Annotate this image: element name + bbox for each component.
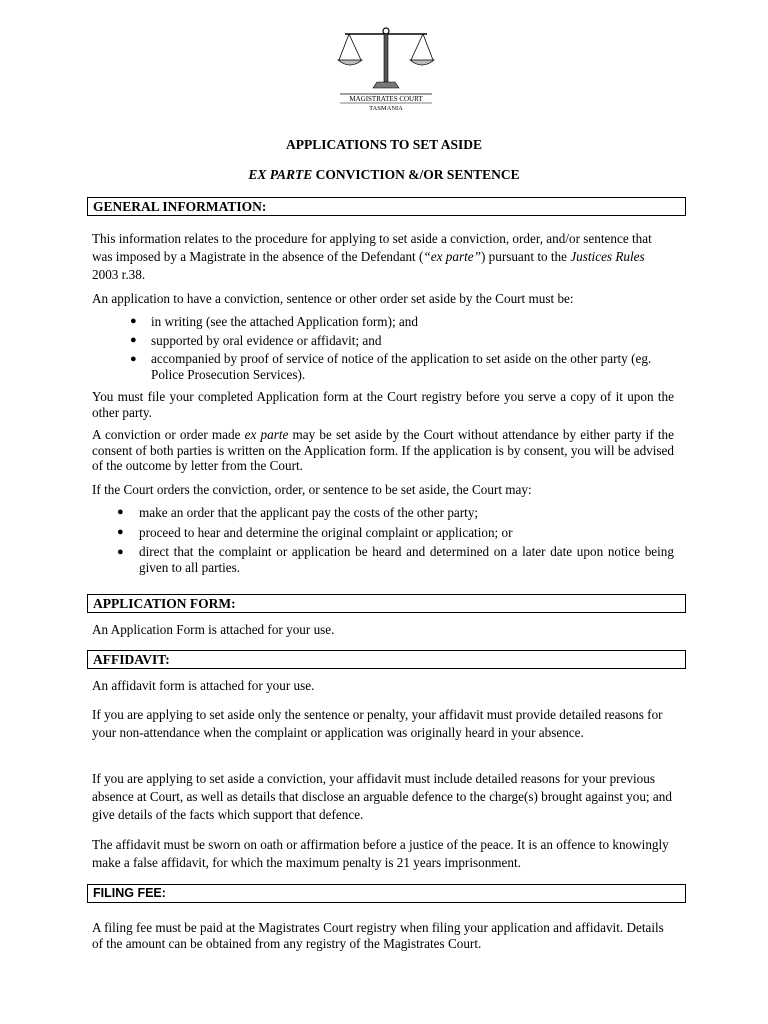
- list-item: ● accompanied by proof of service of notice of the application to set aside on the other party (eg. Police Prosecution Services).: [130, 351, 652, 382]
- general-court-may: If the Court orders the conviction, order, or sentence to be set aside, the Court may:: [92, 482, 532, 497]
- subtitle-ex-parte: EX PARTE: [248, 167, 313, 182]
- logo-line2: TASMANIA: [369, 105, 403, 112]
- subtitle-rest: CONVICTION &/OR SENTENCE: [312, 167, 520, 182]
- affidavit-p3: If you are applying to set aside a conviction, your affidavit must include detailed reasons for your previous absence at Court, as well as details that disclose an arguable defence to the charge(s) brought against you; and give details of the facts which support that defence.: [92, 771, 672, 822]
- list-item: ● supported by oral evidence or affidavit; and: [130, 333, 382, 348]
- general-intro: This information relates to the procedure for applying to set aside a conviction, order, and/or sentence that was imposed by a Magistrate in the absence of the Defendant (“ex parte”) pursuant to the Justices Rules 2003 r.38.: [92, 231, 652, 282]
- list-item: ● proceed to hear and determine the original complaint or application; or: [117, 525, 513, 540]
- scales-of-justice-icon: [337, 24, 435, 112]
- affidavit-p1: An affidavit form is attached for your use.: [92, 678, 315, 693]
- section-heading-affidavit: AFFIDAVIT:: [87, 650, 686, 669]
- requirements-list: [130, 313, 674, 383]
- general-file-first: You must file your completed Application form at the Court registry before you serve a copy of it upon the other party.: [92, 389, 674, 420]
- section-heading-general: GENERAL INFORMATION:: [87, 197, 686, 216]
- court-orders-list: [117, 504, 674, 576]
- court-logo: [337, 24, 435, 112]
- page-title: APPLICATIONS TO SET ASIDE: [286, 137, 482, 152]
- logo-line1: MAGISTRATES COURT: [349, 95, 423, 103]
- list-item: ● direct that the complaint or application be heard and determined on a later date upon notice being given to all parties.: [117, 544, 674, 575]
- list-item: ● in writing (see the attached Application form); and: [130, 314, 418, 329]
- affidavit-p4: The affidavit must be sworn on oath or affirmation before a justice of the peace. It is an offence to knowingly make a false affidavit, for which the maximum penalty is 21 years imprisonment.: [92, 837, 669, 870]
- filing-fee-text: A filing fee must be paid at the Magistrates Court registry when filing your application and affidavit. Details of the amount can be obtained from any registry of the Magistrates Court.: [92, 920, 664, 951]
- general-must-be: An application to have a conviction, sentence or other order set aside by the Court must be:: [92, 291, 574, 306]
- section-heading-application-form: APPLICATION FORM:: [87, 594, 686, 613]
- list-item: ● make an order that the applicant pay the costs of the other party;: [117, 505, 479, 520]
- section-heading-filing-fee: FILING FEE:: [87, 884, 686, 903]
- page-subtitle: [0, 166, 768, 183]
- general-consent: A conviction or order made ex parte may be set aside by the Court without attendance by either party if the consent of both parties is written on the Application form. If the application is by consent, you will be advised of the outcome by letter from the Court.: [92, 427, 674, 473]
- application-form-text: An Application Form is attached for your use.: [92, 622, 335, 637]
- affidavit-p2: If you are applying to set aside only the sentence or penalty, your affidavit must provide detailed reasons for your non-attendance when the complaint or application was originally heard in your absence.: [92, 707, 663, 740]
